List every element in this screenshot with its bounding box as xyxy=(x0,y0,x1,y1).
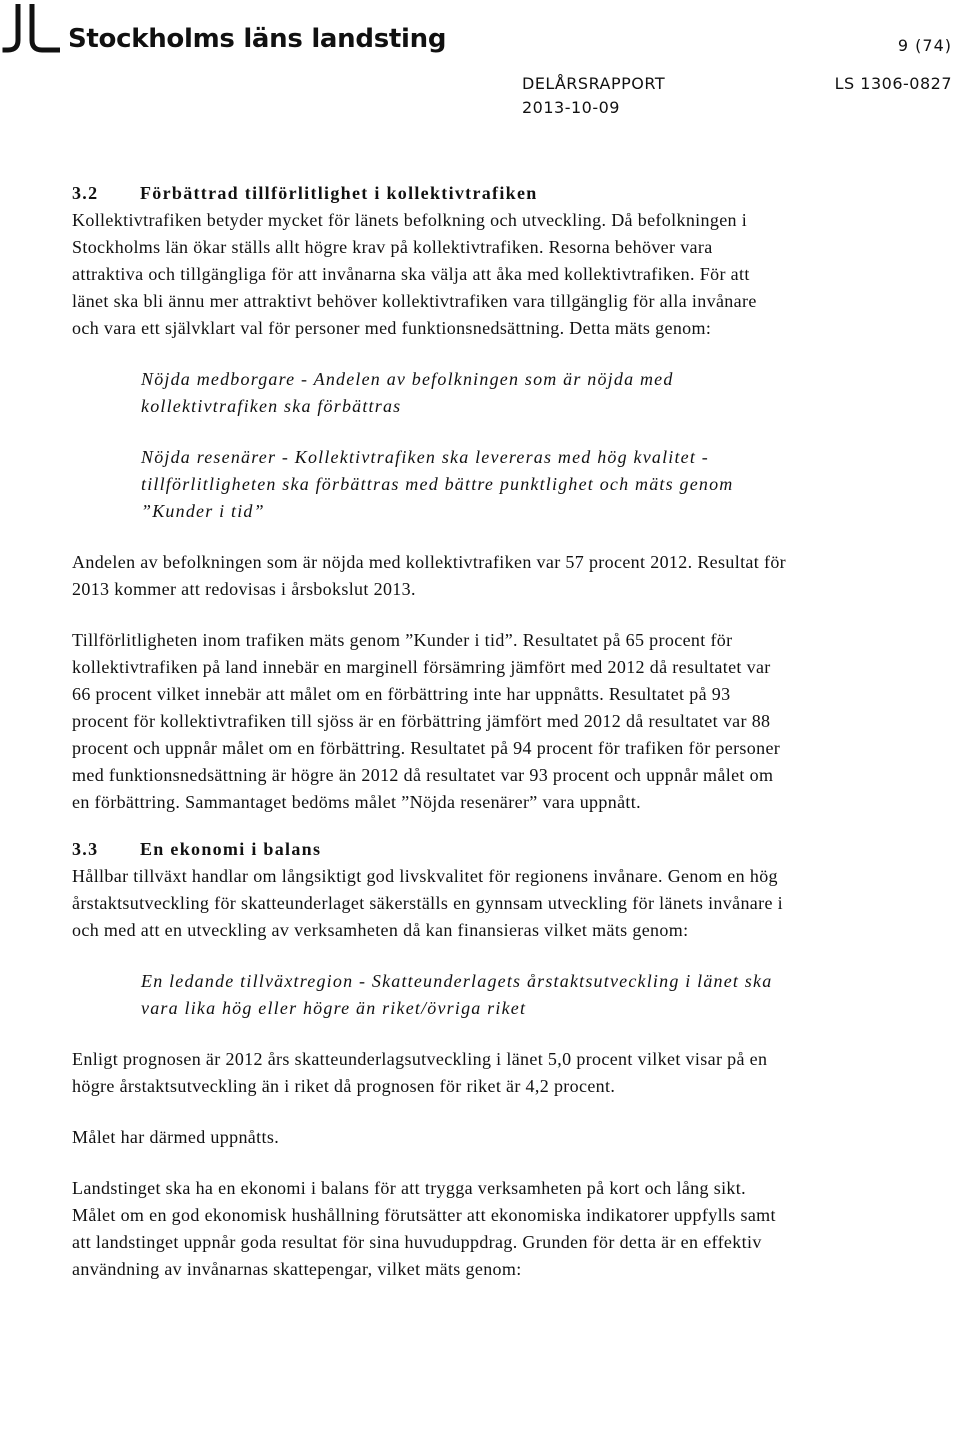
page-number: 9 (74) xyxy=(897,36,952,55)
org-name: Stockholms läns landsting xyxy=(68,24,447,54)
indicator-nojda-medborgare: Nöjda medborgare - Andelen av befolkningen som är nöjda med kollektivtrafiken ska förbättras xyxy=(141,369,674,416)
sll-logo-icon xyxy=(2,4,60,54)
section-heading-3-2 xyxy=(72,180,787,207)
section-heading-3-3 xyxy=(72,836,787,863)
section-3-3-paragraph-3: Landstinget ska ha en ekonomi i balans för att trygga verksamheten på kort och lång sikt. Målet om en god ekonomisk hushållning förutsätter att ekonomiska indikatorer uppfylls samt att landstinget uppnår goda resultat för sina huvuduppdrag. Grunden för detta är en effektiv användning av invånarnas skattepengar, vilket mäts genom: xyxy=(72,1178,776,1279)
section-number: 3.3 xyxy=(72,839,99,859)
section-number: 3.2 xyxy=(72,183,99,203)
section-title: En ekonomi i balans xyxy=(140,839,322,859)
indicator-nojda-resenarer: Nöjda resenärer - Kollektivtrafiken ska levereras med hög kvalitet - tillförlitligheten ska förbättras med bättre punktlighet och mäts genom ”Kunder i tid” xyxy=(141,447,734,521)
document-body xyxy=(72,180,787,1283)
section-title: Förbättrad tillförlitlighet i kollektivtrafiken xyxy=(140,183,538,203)
section-3-2-intro: Kollektivtrafiken betyder mycket för länets befolkning och utveckling. Då befolkningen i Stockholms län ökar ställs allt högre krav på kollektivtrafiken. Resorna behöver vara attraktiva och tillgängliga för att invånarna ska välja att åka med kollektivtrafiken. För att länet ska bli ännu mer attraktivt behöver kollektivtrafiken vara tillgänglig för alla invånare och vara ett självklart val för personer med funktionsnedsättning. Detta mäts genom: xyxy=(72,210,757,338)
section-3-2-result-2: Tillförlitligheten inom trafiken mäts genom ”Kunder i tid”. Resultatet på 65 procent för kollektivtrafiken på land innebär en marginell försämring jämfört med 2012 då resultatet var 66 procent vilket innebär att målet om en förbättring inte har uppnåtts. Resultatet på 93 procent för kollektivtrafiken till sjöss är en förbättring jämfört med 2012 då resultatet var 88 procent och uppnår målet om en förbättring. Resultatet på 94 procent för trafiken för personer med funktionsnedsättning är högre än 2012 då resultatet var 93 procent och uppnår målet om en förbättring. Sammantaget bedöms målet ”Nöjda resenärer” vara uppnått. xyxy=(72,630,781,812)
section-3-2-result-1: Andelen av befolkningen som är nöjda med kollektivtrafiken var 57 procent 2012. Resultat för 2013 kommer att redovisas i årsbokslut 2013. xyxy=(72,552,787,599)
document-type: DELÅRSRAPPORT xyxy=(522,74,666,93)
document-reference: LS 1306-0827 xyxy=(834,74,952,93)
section-3-3-intro: Hållbar tillväxt handlar om långsiktigt god livskvalitet för regionens invånare. Genom en hög årstaktsutveckling för skatteunderlaget säkerställs en gynnsam utveckling för länets invånare i och med att en utveckling av verksamheten då kan finansieras vilket mäts genom: xyxy=(72,866,784,940)
indicator-ledande-tillvaxtregion: En ledande tillväxtregion - Skatteunderlagets årstaktsutveckling i länet ska vara lika hög eller högre än riket/övriga riket xyxy=(141,971,773,1018)
org-logo xyxy=(2,0,446,54)
document-date: 2013-10-09 xyxy=(522,98,620,117)
section-3-3-result-2: Målet har därmed uppnåtts. xyxy=(72,1127,280,1147)
section-3-3-result-1: Enligt prognosen är 2012 års skatteunderlagsutveckling i länet 5,0 procent vilket visar på en högre årstaktsutveckling än i riket då prognosen för riket är 4,2 procent. xyxy=(72,1049,768,1096)
